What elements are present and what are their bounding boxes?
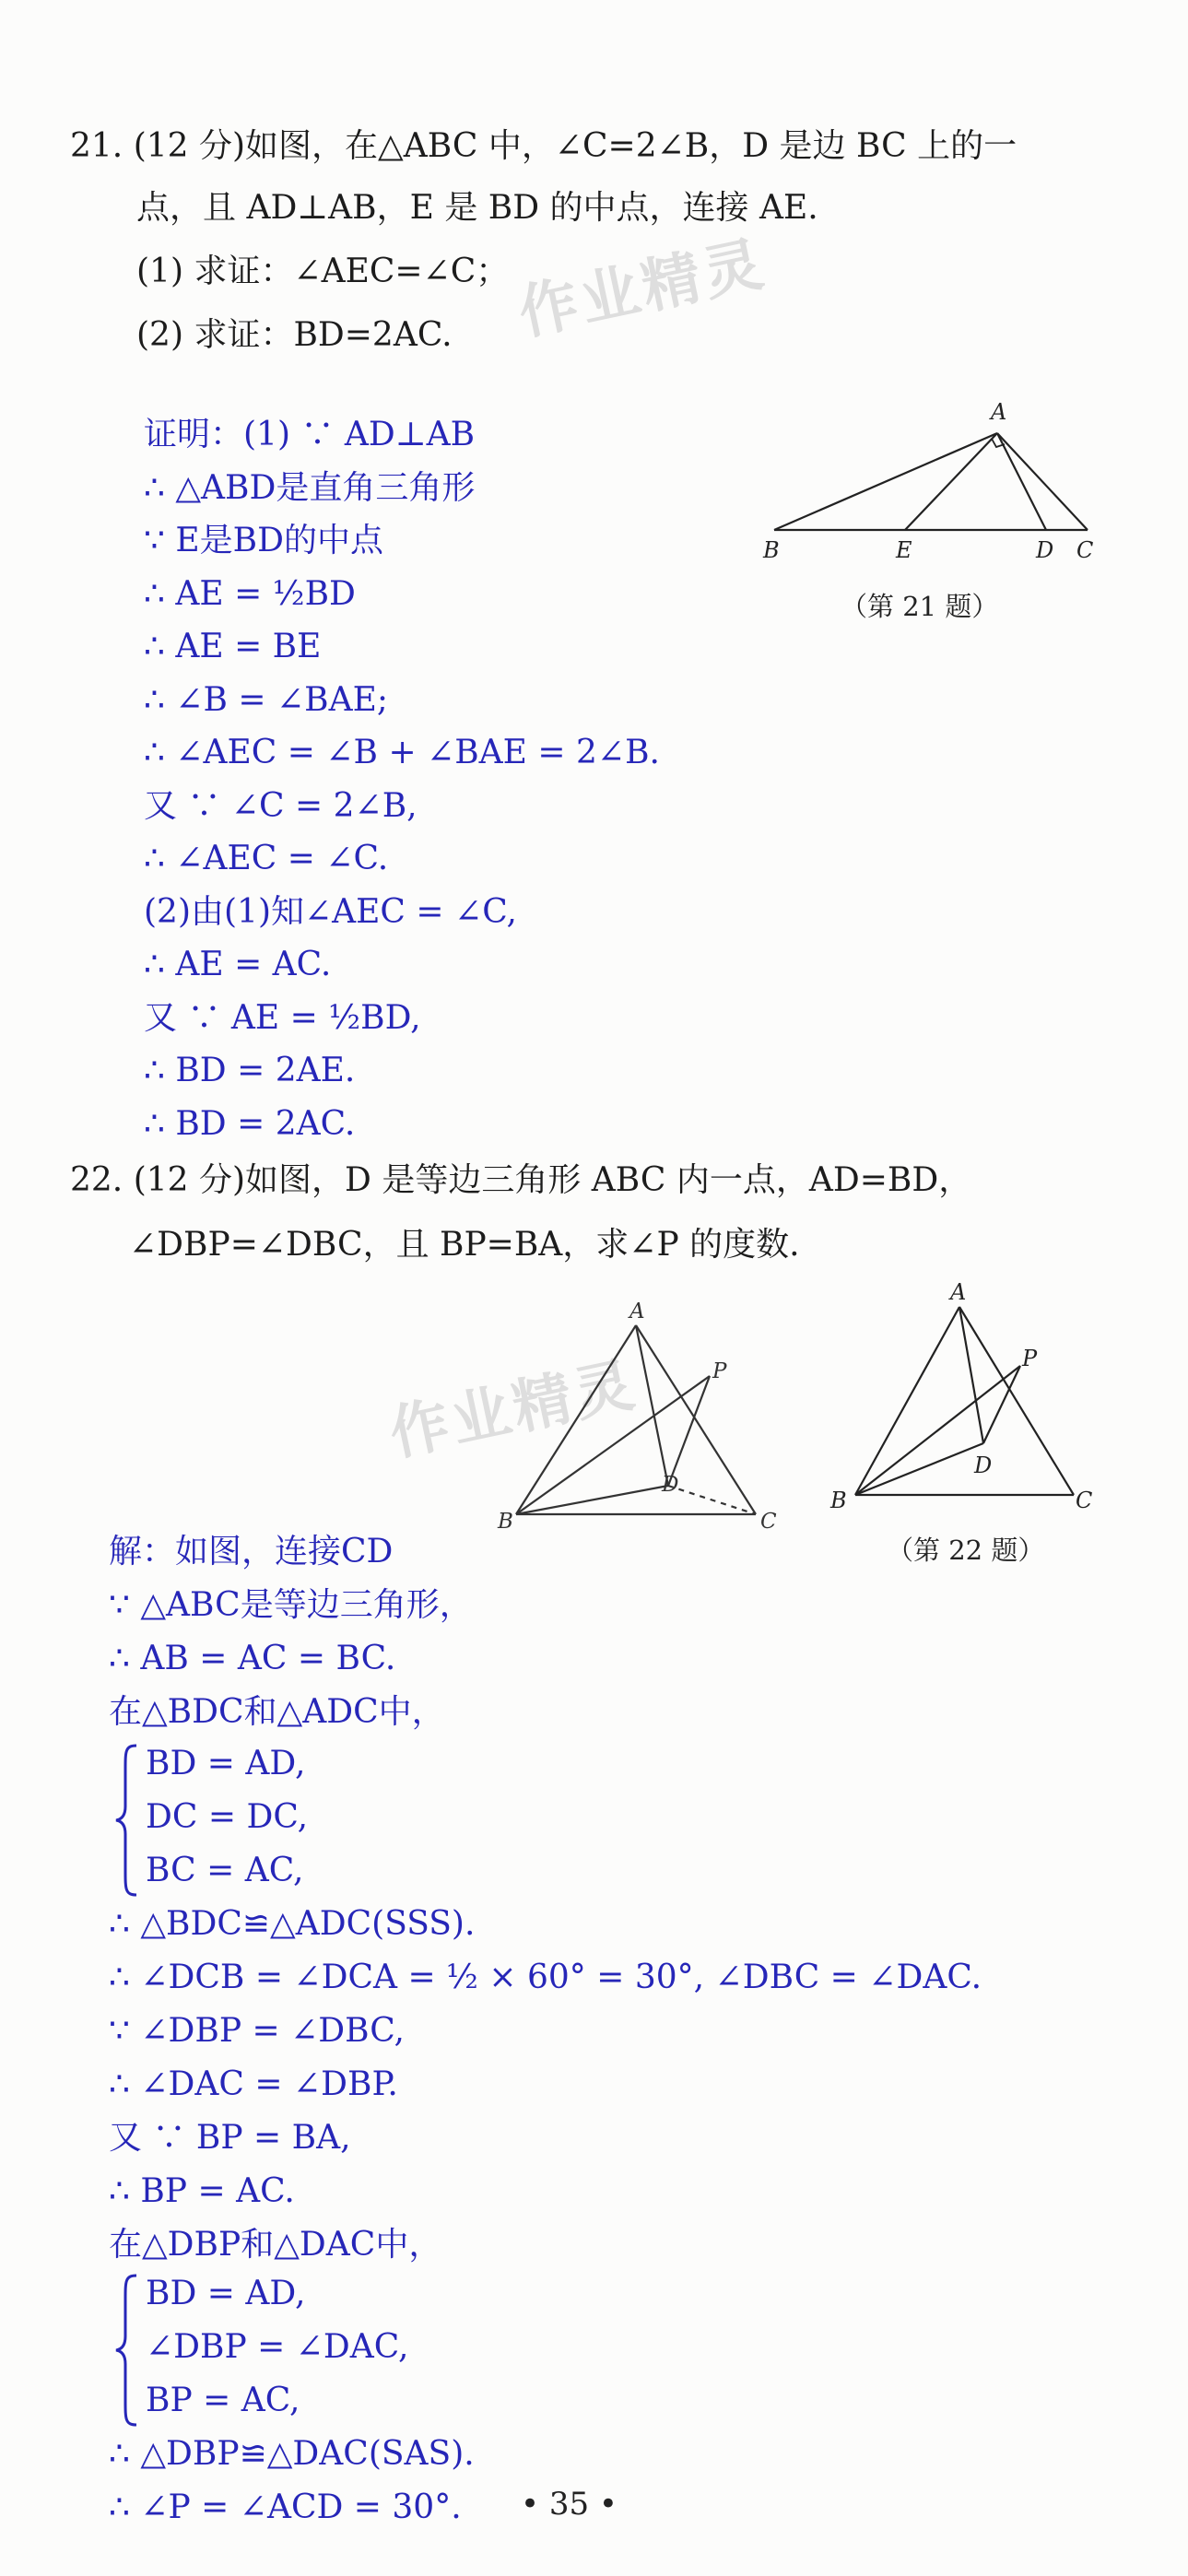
- solution-line: ∴ ∠DCB = ∠DCA = ½ × 60° = 30°, ∠DBC = ∠DAC.: [109, 1958, 982, 1996]
- solution-line: ∴ ∠P = ∠ACD = 30°.: [109, 2488, 462, 2526]
- label-C: C: [1076, 1488, 1093, 1513]
- label-B: B: [763, 537, 780, 563]
- q21-solution: [144, 408, 660, 1150]
- q22-stem-line2: ∠DBP=∠DBC，且 BP=BA，求∠P 的度数.: [129, 1226, 800, 1264]
- label-D: D: [974, 1453, 993, 1478]
- left-brace: [114, 2272, 142, 2429]
- solution-line: ∴ △BDC≌△ADC(SSS).: [109, 1905, 476, 1943]
- label-A: A: [629, 1300, 645, 1323]
- solution-line: ∴ △ABD是直角三角形: [144, 468, 476, 507]
- q22-caption: （第 22 题）: [887, 1535, 1045, 1566]
- solution-line: ∴ ∠DAC = ∠DBP.: [109, 2065, 398, 2103]
- solution-line: (2)由(1)知∠AEC = ∠C,: [144, 892, 517, 931]
- solution-line: 在△DBP和△DAC中，: [109, 2226, 442, 2264]
- label-D: D: [1036, 537, 1054, 563]
- solution-line: 证明：(1) ∵ AD⊥AB: [144, 416, 476, 453]
- solution-line: 在△BDC和△ADC中，: [109, 1693, 445, 1731]
- solution-line: ∴ ∠B = ∠BAE;: [144, 680, 389, 719]
- solution-line: ∴ AE = BE: [144, 628, 322, 665]
- q21-part1: (1) 求证：∠AEC=∠C；: [136, 253, 510, 290]
- q21-part2: (2) 求证：BD=2AC.: [136, 316, 453, 354]
- solution-line: ∵ ∠DBP = ∠DBC,: [109, 2012, 405, 2050]
- solution-line: ∴ BP = AC.: [109, 2172, 295, 2210]
- label-C: C: [760, 1510, 777, 1530]
- system-line: DC = DC,: [146, 1798, 309, 1836]
- solution-line: ∵ E是BD的中点: [144, 522, 383, 559]
- q22-figure-right: [825, 1281, 1120, 1521]
- system-line: BP = AC,: [146, 2382, 300, 2419]
- q22-system2: [146, 2267, 409, 2428]
- q22-figure-left: [488, 1290, 802, 1530]
- watermark-text: 作业精灵: [512, 229, 772, 349]
- solution-line: 又 ∵ AE = ½BD,: [144, 998, 421, 1037]
- q22-solution-part3: [109, 2428, 475, 2535]
- q21-figure: [756, 396, 1106, 581]
- solution-line: ∴ AE = AC.: [144, 946, 332, 983]
- q21-caption: （第 21 题）: [841, 591, 999, 622]
- q22-solution-part1: [109, 1525, 473, 1739]
- label-D: D: [662, 1473, 679, 1497]
- label-A: A: [991, 399, 1007, 425]
- q22-system1: [146, 1737, 308, 1898]
- solution-line: ∴ ∠AEC = ∠B + ∠BAE = 2∠B.: [144, 734, 660, 771]
- q22-stem-line1: 22. (12 分)如图，D 是等边三角形 ABC 内一点，AD=BD，: [70, 1161, 972, 1199]
- solution-line: ∴ △DBP≌△DAC(SAS).: [109, 2435, 475, 2473]
- system-line: ∠DBP = ∠DAC,: [146, 2328, 409, 2366]
- label-P: P: [1022, 1346, 1038, 1371]
- q21-stem-line1: 21. (12 分)如图，在△ABC 中，∠C=2∠B，D 是边 BC 上的一: [70, 127, 1017, 165]
- system-line: BD = AD,: [146, 2275, 306, 2312]
- q21-stem-line2: 点，且 AD⊥AB，E 是 BD 的中点，连接 AE.: [136, 189, 818, 227]
- page-number: • 35 •: [521, 2486, 618, 2523]
- label-B: B: [830, 1488, 847, 1513]
- system-line: BD = AD,: [146, 1745, 306, 1782]
- left-brace: [114, 1742, 142, 1899]
- solution-line: 解：如图，连接CD: [109, 1533, 394, 1570]
- solution-line: ∴ ∠AEC = ∠C.: [144, 840, 389, 877]
- label-A: A: [950, 1281, 967, 1305]
- q22-solution-part2: [109, 1898, 982, 2272]
- label-P: P: [712, 1359, 727, 1383]
- label-C: C: [1076, 537, 1094, 563]
- solution-line: ∴ AB = AC = BC.: [109, 1640, 396, 1677]
- solution-line: ∴ AE = ½BD: [144, 574, 356, 613]
- solution-line: ∴ BD = 2AC.: [144, 1104, 356, 1143]
- system-line: BC = AC,: [146, 1852, 304, 1889]
- label-B: B: [498, 1510, 513, 1530]
- watermark-text: 作业精灵: [383, 1350, 643, 1470]
- solution-line: 又 ∵ ∠C = 2∠B,: [144, 786, 418, 825]
- label-E: E: [896, 537, 912, 563]
- solution-line: ∵ △ABC是等边三角形，: [109, 1586, 473, 1624]
- solution-line: ∴ BD = 2AE.: [144, 1052, 356, 1089]
- solution-line: 又 ∵ BP = BA,: [109, 2119, 351, 2157]
